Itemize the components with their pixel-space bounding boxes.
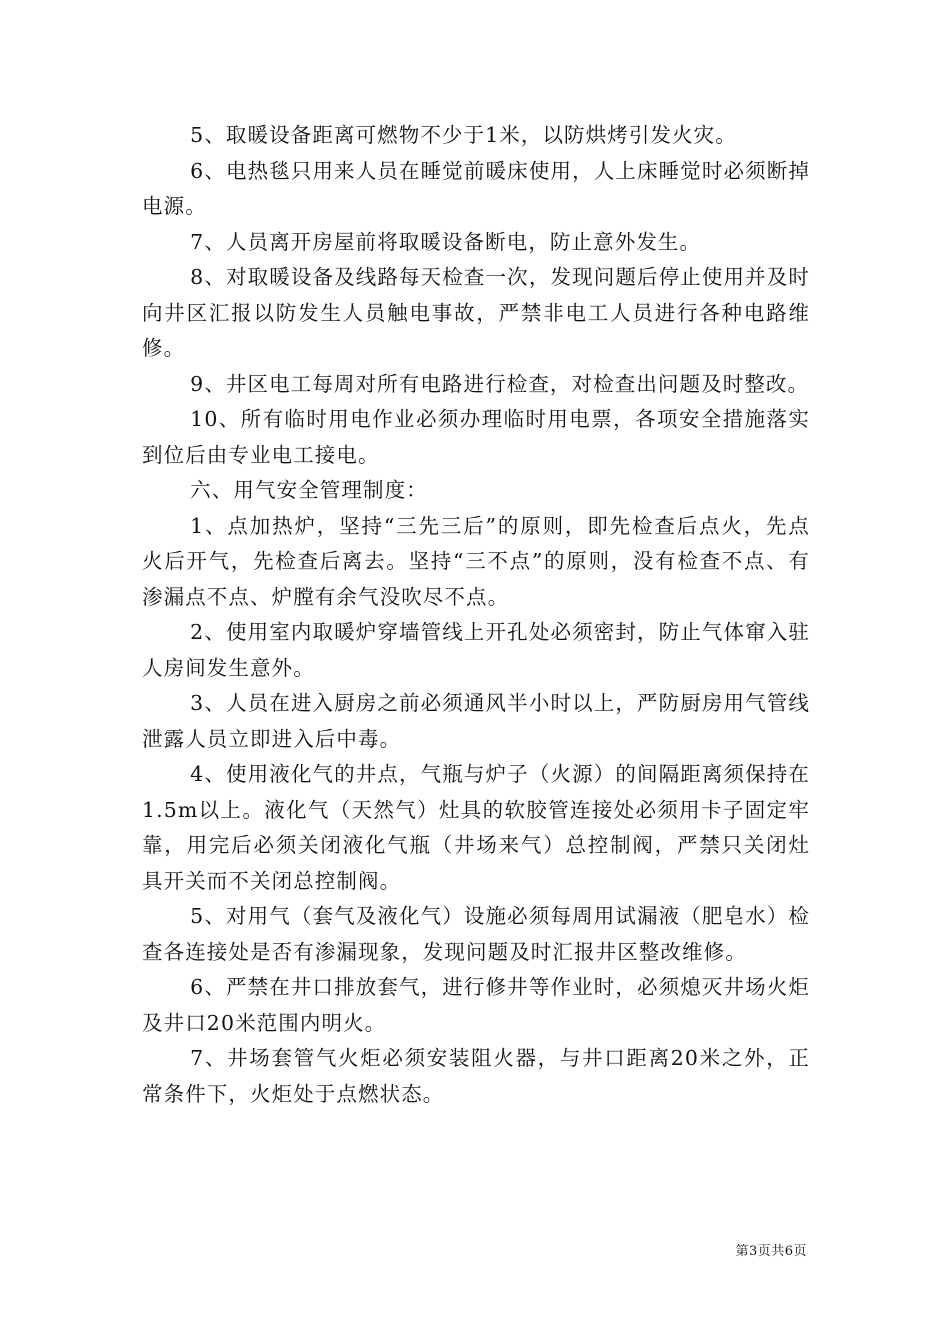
paragraph: 10、所有临时用电作业必须办理临时用电票，各项安全措施落实到位后由专业电工接电。 [142, 407, 810, 467]
paragraph: 5、取暖设备距离可燃物不少于1米，以防烘烤引发火灾。 [190, 123, 737, 147]
paragraph: 6、电热毯只用来人员在睡觉前暖床使用，人上床睡觉时必须断掉电源。 [142, 158, 810, 218]
paragraph: 3、人员在进入厨房之前必须通风半小时以上，严防厨房用气管线泄露人员立即进入后中毒。 [142, 691, 810, 751]
paragraph: 7、人员离开房屋前将取暖设备断电，防止意外发生。 [190, 229, 702, 254]
section-heading: 六、用气安全管理制度： [190, 478, 428, 502]
paragraph: 2、使用室内取暖炉穿墙管线上开孔处必须密封，防止气体窜入驻人房间发生意外。 [142, 620, 810, 680]
paragraph: 9、井区电工每周对所有电路进行检查，对检查出问题及时整改。 [190, 371, 810, 396]
paragraph: 5、对用气（套气及液化气）设施必须每周用试漏液（肥皂水）检查各连接处是否有渗漏现象，发现问题及时汇报井区整改维修。 [142, 904, 810, 964]
paragraph: 1、点加热炉，坚持“三先三后”的原则，即先检查后点火，先点火后开气，先检查后离去。坚持“三不点”的原则，没有检查不点、有渗漏点不点、炉膛有余气没吹尽不点。 [142, 513, 810, 609]
document-body [142, 118, 810, 1112]
paragraph: 4、使用液化气的井点，气瓶与炉子（火源）的间隔距离须保持在1.5m以上。液化气（天然气）灶具的软胶管连接处必须用卡子固定牢靠，用完后必须关闭液化气瓶（井场来气）总控制阀，严禁只关闭灶具开关而不关闭总控制阀。 [142, 762, 810, 893]
paragraph: 7、井场套管气火炬必须安装阻火器，与井口距离20米之外，正常条件下，火炬处于点燃状态。 [142, 1046, 810, 1106]
page-number: 第3页共6页 [735, 1244, 807, 1259]
paragraph: 8、对取暖设备及线路每天检查一次，发现问题后停止使用并及时向井区汇报以防发生人员触电事故，严禁非电工人员进行各种电路维修。 [142, 265, 810, 360]
paragraph: 6、严禁在井口排放套气，进行修井等作业时，必须熄灭井场火炬及井口20米范围内明火。 [142, 975, 810, 1035]
